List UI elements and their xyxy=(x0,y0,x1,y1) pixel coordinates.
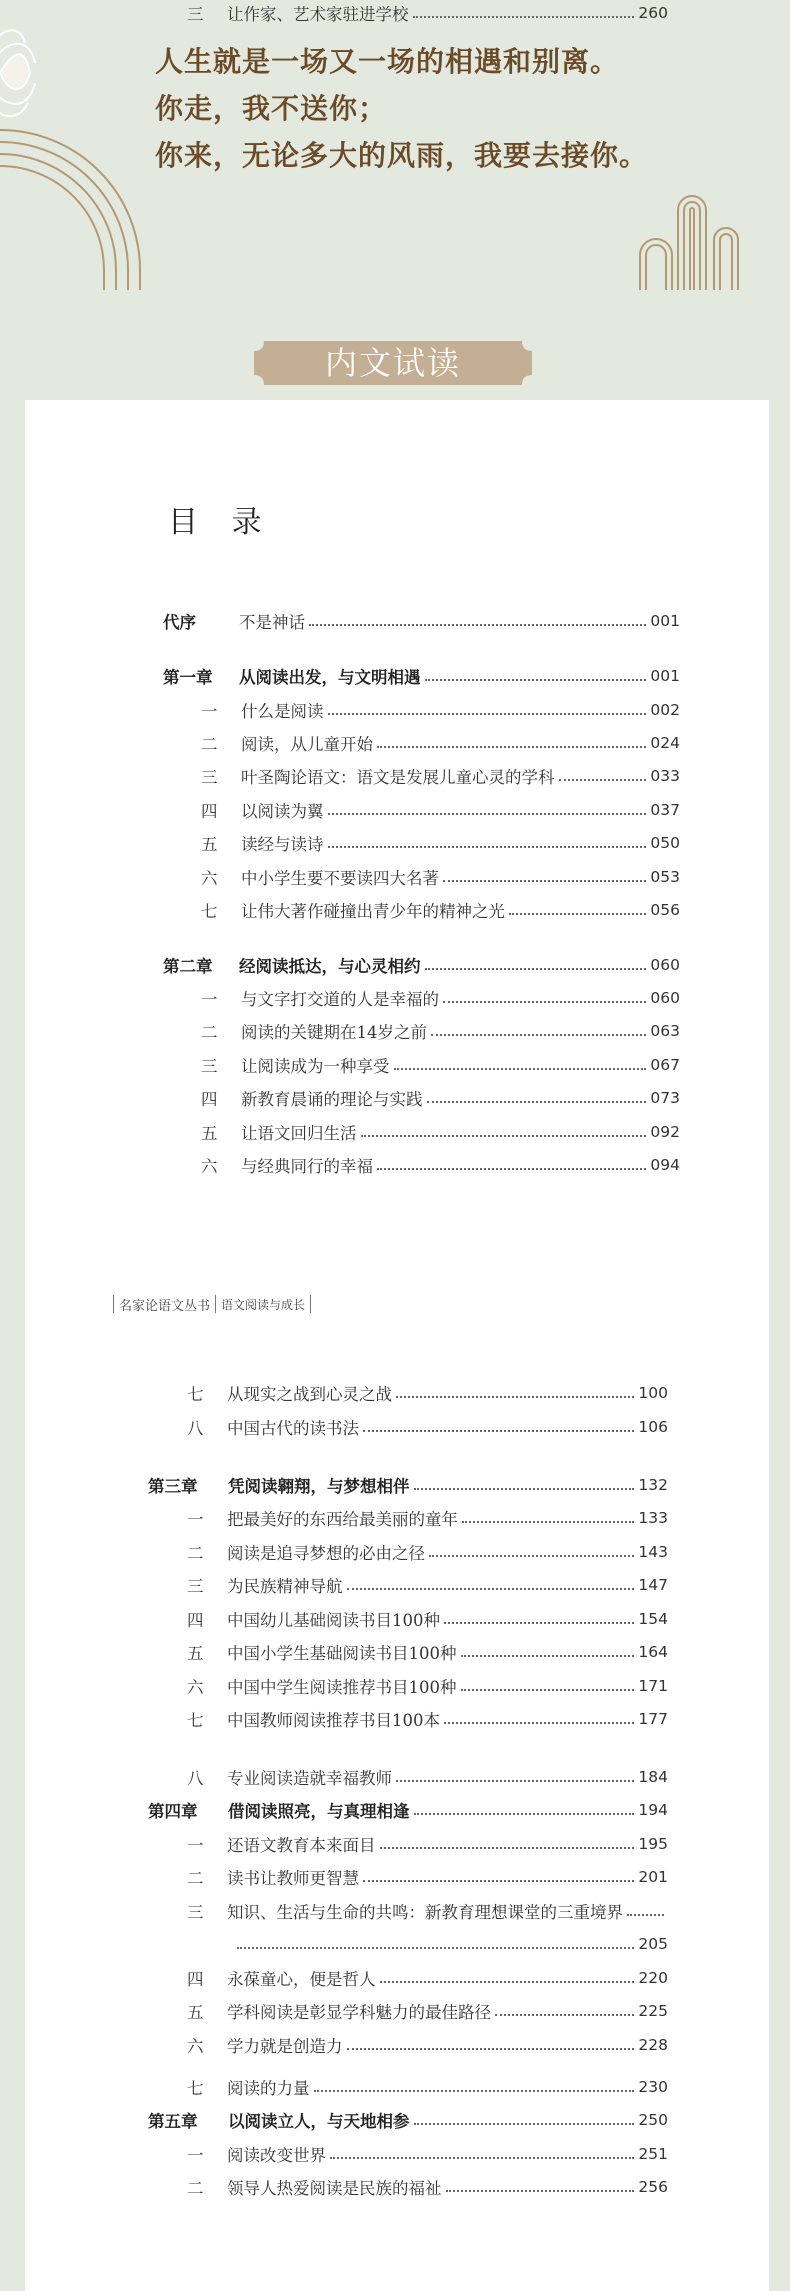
toc-page-number: 002 xyxy=(650,701,680,719)
dot-leader xyxy=(363,1430,634,1432)
toc-page-number: 024 xyxy=(650,734,680,752)
toc-page-number: 184 xyxy=(638,1768,668,1786)
toc-entry-row[interactable] xyxy=(201,864,680,890)
dot-leader xyxy=(461,1689,635,1691)
toc-page-number: 220 xyxy=(638,1969,668,1987)
toc-entry-row[interactable] xyxy=(201,985,680,1011)
divider xyxy=(215,1295,216,1313)
toc-entry-row[interactable] xyxy=(187,1606,668,1632)
toc-label: 阅读是追寻梦想的必由之径 xyxy=(227,1544,425,1563)
toc-label: 中国小学生基础阅读书目100种 xyxy=(227,1644,457,1663)
toc-entry-row[interactable] xyxy=(201,797,680,823)
series-volume: 语文阅读与成长 xyxy=(221,1297,306,1312)
dot-leader xyxy=(414,1488,635,1490)
dot-leader xyxy=(380,1981,635,1983)
toc-page-number: 100 xyxy=(638,1384,668,1402)
toc-label: 借阅读照亮，与真理相逢 xyxy=(228,1802,410,1821)
toc-entry-row[interactable] xyxy=(187,2032,668,2058)
toc-number: 四 xyxy=(187,1611,204,1630)
toc-page-number: 164 xyxy=(638,1643,668,1661)
dot-leader xyxy=(414,1813,635,1815)
dot-leader xyxy=(443,1001,646,1003)
quote-line: 人生就是一场又一场的相遇和别离。 xyxy=(155,45,620,78)
toc-label: 新教育晨诵的理论与实践 xyxy=(241,1090,423,1109)
toc-page-number: 201 xyxy=(638,1868,668,1886)
hero-quote xyxy=(155,38,648,179)
toc-entry-row[interactable] xyxy=(201,1152,680,1178)
toc-label: 中国幼儿基础阅读书目100种 xyxy=(227,1611,440,1630)
toc-entry-row[interactable] xyxy=(187,1539,668,1565)
toc-page-number: 147 xyxy=(638,1576,668,1594)
dot-leader xyxy=(396,1780,634,1782)
dot-leader xyxy=(627,1914,664,1916)
toc-page-number: 177 xyxy=(638,1710,668,1728)
divider xyxy=(113,1295,114,1313)
toc-number: 七 xyxy=(187,1711,204,1730)
toc-entry-row[interactable] xyxy=(187,1706,668,1732)
toc-number: 二 xyxy=(187,1869,204,1888)
dot-leader xyxy=(495,2014,634,2016)
toc-entry-row[interactable] xyxy=(201,730,680,756)
toc-page-number: 225 xyxy=(638,2002,668,2020)
toc-page-number: 050 xyxy=(650,834,680,852)
toc-title: 目 录 xyxy=(168,505,274,540)
toc-label: 让阅读成为一种享受 xyxy=(241,1057,390,1076)
towers-decoration xyxy=(636,170,746,290)
toc-entry-row[interactable] xyxy=(201,1119,680,1145)
toc-number: 二 xyxy=(187,1544,204,1563)
dot-leader xyxy=(377,746,646,748)
divider xyxy=(310,1295,311,1313)
dot-leader xyxy=(328,846,647,848)
toc-number: 第一章 xyxy=(163,668,213,687)
toc-number: 四 xyxy=(201,1090,218,1109)
toc-label: 把最美好的东西给最美丽的童年 xyxy=(227,1510,458,1529)
toc-page-number: 001 xyxy=(650,667,680,685)
toc-label: 中小学生要不要读四大名著 xyxy=(241,869,439,888)
toc-number: 代序 xyxy=(163,613,196,632)
toc-page-number: 063 xyxy=(650,1022,680,1040)
toc-page-number: 056 xyxy=(650,901,680,919)
toc-page-number: 094 xyxy=(650,1156,680,1174)
toc-number: 四 xyxy=(187,1970,204,1989)
toc-label: 还语文教育本来面目 xyxy=(227,1836,376,1855)
toc-number: 七 xyxy=(187,2079,204,2098)
toc-number: 二 xyxy=(201,1023,218,1042)
toc-label: 永葆童心，便是哲人 xyxy=(227,1970,376,1989)
toc-chapter-row[interactable] xyxy=(148,2107,668,2133)
toc-number: 三 xyxy=(187,1577,204,1596)
quote-line: 你走，我不送你； xyxy=(155,92,388,125)
dot-leader xyxy=(425,968,647,970)
banner-title: 内文试读 xyxy=(324,344,461,382)
dot-leader xyxy=(237,1947,634,1949)
dot-leader xyxy=(377,1168,646,1170)
toc-label: 阅读的关键期在14岁之前 xyxy=(241,1023,427,1042)
toc-entry-row[interactable] xyxy=(187,1380,668,1406)
toc-entry-row[interactable] xyxy=(201,1052,680,1078)
toc-entry-row[interactable] xyxy=(187,1572,668,1598)
toc-page-number: 205 xyxy=(638,1935,668,1953)
hero-header xyxy=(0,0,790,330)
toc-number: 七 xyxy=(187,1385,204,1404)
toc-number: 六 xyxy=(187,2037,204,2056)
toc-page-number: 133 xyxy=(638,1509,668,1527)
toc-number: 七 xyxy=(201,902,218,921)
toc-entry-row[interactable] xyxy=(201,1085,680,1111)
toc-entry-row[interactable] xyxy=(187,1864,668,1890)
toc-entry-row[interactable] xyxy=(187,0,668,26)
toc-label: 从现实之战到心灵之战 xyxy=(227,1385,392,1404)
section-banner xyxy=(254,337,532,389)
dot-leader xyxy=(394,1068,647,1070)
dot-leader xyxy=(443,880,646,882)
arcs-decoration xyxy=(0,110,160,290)
toc-label: 读书让教师更智慧 xyxy=(227,1869,359,1888)
toc-chapter-row[interactable] xyxy=(163,663,680,689)
toc-number: 一 xyxy=(187,1510,204,1529)
toc-chapter-row[interactable] xyxy=(148,1797,668,1823)
dot-leader xyxy=(347,2048,635,2050)
toc-number: 六 xyxy=(201,1157,218,1176)
toc-number: 三 xyxy=(187,5,204,24)
toc-number: 一 xyxy=(201,990,218,1009)
dot-leader xyxy=(425,679,647,681)
toc-number: 第五章 xyxy=(148,2112,198,2131)
dot-leader xyxy=(427,1101,647,1103)
toc-number: 五 xyxy=(187,1644,204,1663)
toc-page-number: 195 xyxy=(638,1835,668,1853)
toc-number: 第二章 xyxy=(163,957,213,976)
dot-leader xyxy=(396,1396,634,1398)
toc-page-number: 060 xyxy=(650,956,680,974)
toc-entry-row[interactable] xyxy=(187,1639,668,1665)
toc-label: 凭阅读翱翔，与梦想相伴 xyxy=(228,1477,410,1496)
toc-label: 为民族精神导航 xyxy=(227,1577,343,1596)
toc-label: 以阅读立人，与天地相参 xyxy=(228,2112,410,2131)
toc-number: 一 xyxy=(187,2146,204,2165)
toc-number: 五 xyxy=(201,835,218,854)
series-header xyxy=(108,1294,316,1314)
toc-page-number: 053 xyxy=(650,868,680,886)
toc-page-number: 033 xyxy=(650,767,680,785)
toc-entry-row[interactable] xyxy=(187,1505,668,1531)
toc-label: 让伟大著作碰撞出青少年的精神之光 xyxy=(241,902,505,921)
toc-number: 二 xyxy=(187,2179,204,2198)
toc-entry-row[interactable] xyxy=(187,1414,668,1440)
dot-leader xyxy=(462,1521,634,1523)
toc-label: 阅读，从儿童开始 xyxy=(241,735,373,754)
dot-leader xyxy=(431,1034,646,1036)
toc-number: 一 xyxy=(201,702,218,721)
toc-entry-row[interactable] xyxy=(187,1898,668,1924)
toc-page-number: 132 xyxy=(638,1476,668,1494)
toc-label: 中国教师阅读推荐书目100本 xyxy=(227,1711,440,1730)
toc-number: 第三章 xyxy=(148,1477,198,1496)
toc-label: 让作家、艺术家驻进学校 xyxy=(227,5,409,24)
dot-leader xyxy=(309,624,646,626)
toc-number: 八 xyxy=(187,1769,204,1788)
dot-leader xyxy=(429,1555,634,1557)
toc-number: 六 xyxy=(201,869,218,888)
toc-entry-row[interactable] xyxy=(201,830,680,856)
toc-entry-row[interactable] xyxy=(187,1764,668,1790)
toc-label: 阅读的力量 xyxy=(227,2079,310,2098)
toc-number: 三 xyxy=(201,768,218,787)
toc-label: 不是神话 xyxy=(239,613,305,632)
dot-leader xyxy=(328,813,647,815)
toc-label: 专业阅读造就幸福教师 xyxy=(227,1769,392,1788)
toc-label: 知识、生活与生命的共鸣：新教育理想课堂的三重境界 xyxy=(227,1903,623,1922)
toc-label: 以阅读为翼 xyxy=(241,802,324,821)
toc-label: 阅读改变世界 xyxy=(227,2146,326,2165)
toc-label: 学力就是创造力 xyxy=(227,2037,343,2056)
toc-entry-row[interactable] xyxy=(201,763,680,789)
toc-label: 从阅读出发，与文明相遇 xyxy=(239,668,421,687)
toc-entry-row[interactable] xyxy=(201,897,680,923)
dot-leader xyxy=(380,1847,635,1849)
toc-number: 五 xyxy=(187,2003,204,2022)
toc-entry-row[interactable] xyxy=(187,1673,668,1699)
toc-number: 二 xyxy=(201,735,218,754)
toc-number: 三 xyxy=(187,1903,204,1922)
toc-entry-row[interactable] xyxy=(187,1998,668,2024)
toc-entry-row[interactable] xyxy=(187,2174,668,2200)
dot-leader xyxy=(509,913,646,915)
toc-number: 八 xyxy=(187,1419,204,1438)
toc-page-number: 143 xyxy=(638,1543,668,1561)
dot-leader xyxy=(414,2123,635,2125)
toc-page-number: 106 xyxy=(638,1418,668,1436)
toc-page-number: 251 xyxy=(638,2145,668,2163)
toc-page-number: 171 xyxy=(638,1677,668,1695)
dot-leader xyxy=(413,16,635,18)
series-name: 名家论语文丛书 xyxy=(119,1298,211,1314)
toc-label: 与经典同行的幸福 xyxy=(241,1157,373,1176)
toc-entry-row[interactable] xyxy=(187,1965,668,1991)
toc-entry-row[interactable] xyxy=(201,697,680,723)
dot-leader xyxy=(559,779,647,781)
toc-number: 一 xyxy=(187,1836,204,1855)
toc-entry-row[interactable] xyxy=(201,1018,680,1044)
toc-number: 六 xyxy=(187,1678,204,1697)
toc-entry-row[interactable] xyxy=(233,1931,668,1957)
toc-page-number: 073 xyxy=(650,1089,680,1107)
toc-label: 与文字打交道的人是幸福的 xyxy=(241,990,439,1009)
dot-leader xyxy=(444,1722,634,1724)
toc-page-number: 228 xyxy=(638,2036,668,2054)
toc-page-number: 250 xyxy=(638,2111,668,2129)
toc-page-number: 256 xyxy=(638,2178,668,2196)
toc-number: 四 xyxy=(201,802,218,821)
toc-label: 读经与读诗 xyxy=(241,835,324,854)
toc-label: 中国中学生阅读推荐书目100种 xyxy=(227,1678,457,1697)
toc-entry-row[interactable] xyxy=(187,2074,668,2100)
dot-leader xyxy=(444,1622,634,1624)
dot-leader xyxy=(328,713,647,715)
toc-entry-row[interactable] xyxy=(187,2141,668,2167)
quote-line: 你来，无论多大的风雨，我要去接你。 xyxy=(155,139,649,172)
toc-page-number: 194 xyxy=(638,1801,668,1819)
toc-number: 第四章 xyxy=(148,1802,198,1821)
dot-leader xyxy=(361,1135,647,1137)
toc-page-number: 001 xyxy=(650,612,680,630)
toc-label: 叶圣陶论语文：语文是发展儿童心灵的学科 xyxy=(241,768,555,787)
toc-page-number: 154 xyxy=(638,1610,668,1628)
dot-leader xyxy=(347,1588,635,1590)
toc-page-number: 092 xyxy=(650,1123,680,1141)
dot-leader xyxy=(363,1880,634,1882)
toc-label: 经阅读抵达，与心灵相约 xyxy=(239,957,421,976)
toc-number: 五 xyxy=(201,1124,218,1143)
toc-page-number: 230 xyxy=(638,2078,668,2096)
dot-leader xyxy=(330,2157,634,2159)
toc-label: 什么是阅读 xyxy=(241,702,324,721)
toc-label: 领导人热爱阅读是民族的福祉 xyxy=(227,2179,442,2198)
toc-entry-row[interactable] xyxy=(163,608,680,634)
dot-leader xyxy=(446,2190,635,2192)
toc-chapter-row[interactable] xyxy=(163,952,680,978)
dot-leader xyxy=(314,2090,635,2092)
toc-entry-row[interactable] xyxy=(187,1831,668,1857)
toc-chapter-row[interactable] xyxy=(148,1472,668,1498)
dot-leader xyxy=(461,1655,635,1657)
toc-label: 让语文回归生活 xyxy=(241,1124,357,1143)
toc-label: 中国古代的读书法 xyxy=(227,1419,359,1438)
toc-page-number: 060 xyxy=(650,989,680,1007)
toc-page-number: 037 xyxy=(650,801,680,819)
toc-page-number: 067 xyxy=(650,1056,680,1074)
toc-label: 学科阅读是彰显学科魅力的最佳路径 xyxy=(227,2003,491,2022)
toc-page-number: 260 xyxy=(638,4,668,22)
toc-number: 三 xyxy=(201,1057,218,1076)
